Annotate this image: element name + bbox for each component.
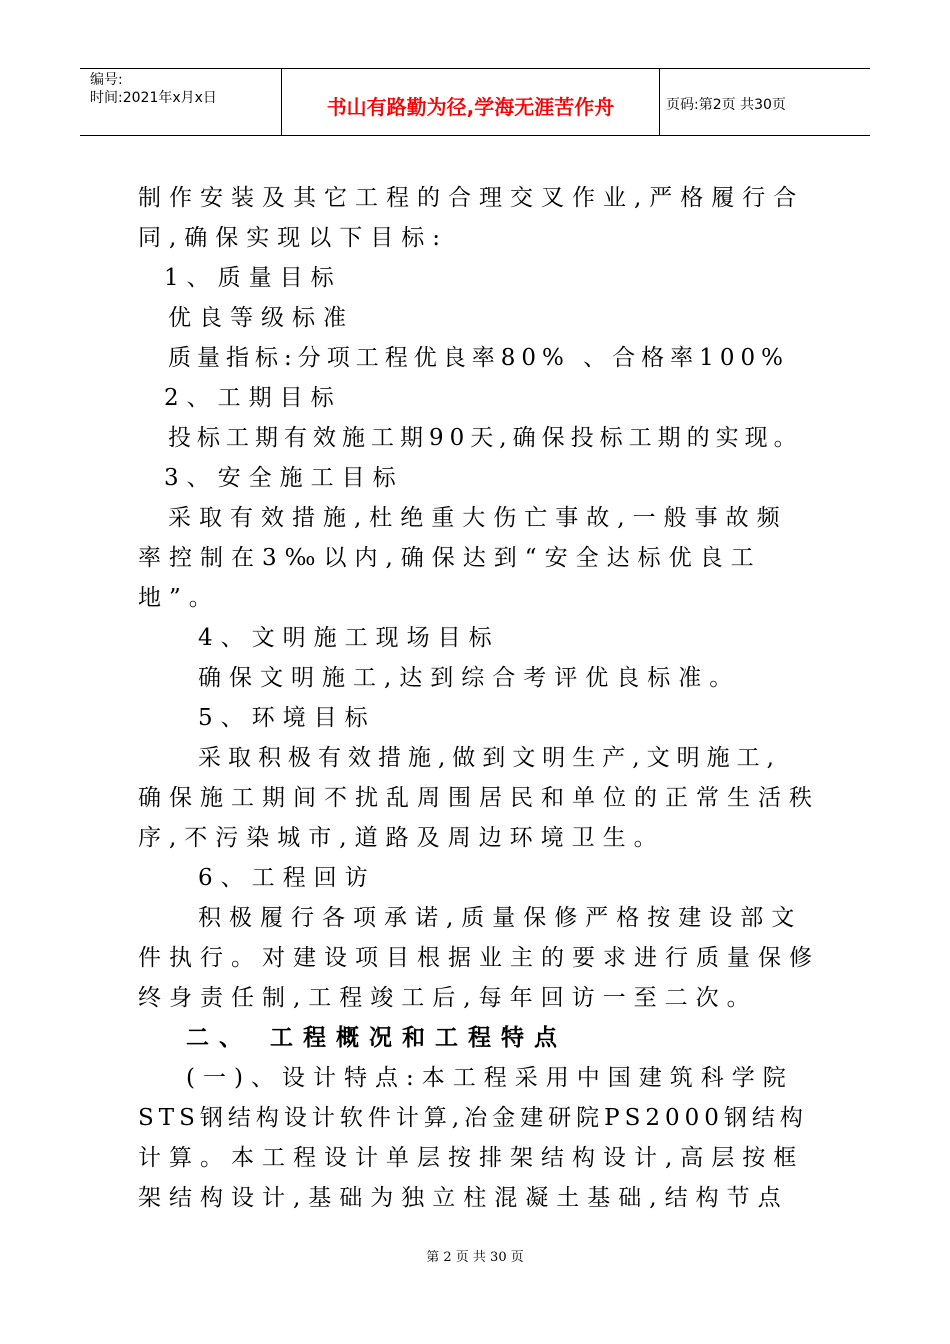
body-line: 终身责任制,工程竣工后,每年回访一至二次。 [138, 985, 758, 1011]
body-line: 同,确保实现以下目标: [138, 225, 449, 251]
body-line: 计算。本工程设计单层按排架结构设计,高层按框 [138, 1145, 805, 1171]
body-line: 采取有效措施,杜绝重大伤亡事故,一般事故频 [168, 505, 788, 531]
page-header [80, 68, 870, 136]
document-date: 时间:2021年x月x日 [90, 90, 217, 106]
body-line: 地”。 [138, 585, 220, 611]
body-line: 确保施工期间不扰乱周围居民和单位的正常生活秩 [138, 785, 820, 811]
body-line: 架结构设计,基础为独立柱混凝土基础,结构节点 [138, 1185, 789, 1211]
body-line: 序,不污染城市,道路及周边环境卫生。 [138, 825, 665, 851]
section-heading: 1、质量目标 [164, 265, 342, 291]
section-heading: 5、环境目标 [198, 705, 376, 731]
body-line: (一)、设计特点:本工程采用中国建筑科学院 [186, 1065, 794, 1091]
header-page-info: 页码:第2页 共30页 [666, 97, 786, 113]
body-line: 确保文明施工,达到综合考评优良标准。 [198, 665, 741, 691]
document-body [138, 178, 828, 1218]
body-line: 制作安装及其它工程的合理交叉作业,严格履行合 [138, 185, 805, 211]
header-motto: 书山有路勤为径,学海无涯苦作舟 [282, 69, 660, 135]
chapter-heading: 二、 工程概况和工程特点 [186, 1024, 568, 1051]
body-line: 采取积极有效措施,做到文明生产,文明施工, [198, 745, 781, 771]
page-footer: 第 2 页 共 30 页 [426, 1250, 524, 1265]
header-meta [80, 69, 282, 135]
section-heading: 6、工程回访 [198, 865, 376, 891]
section-heading: 4、文明施工现场目标 [198, 625, 500, 651]
body-line: 质量指标:分项工程优良率80% 、合格率100% [168, 345, 789, 371]
body-line: 优良等级标准 [168, 305, 354, 331]
section-heading: 3、安全施工目标 [164, 465, 404, 491]
body-line: 投标工期有效施工期90天,确保投标工期的实现。 [168, 425, 803, 451]
body-line: STS钢结构设计软件计算,冶金建研院PS2000钢结构 [138, 1105, 808, 1131]
body-line: 积极履行各项承诺,质量保修严格按建设部文 [198, 905, 803, 931]
section-heading: 2、工期目标 [164, 385, 342, 411]
body-line: 率控制在3‰以内,确保达到“安全达标优良工 [138, 545, 762, 571]
body-line: 件执行。对建设项目根据业主的要求进行质量保修 [138, 945, 820, 971]
document-number: 编号: [90, 72, 123, 88]
